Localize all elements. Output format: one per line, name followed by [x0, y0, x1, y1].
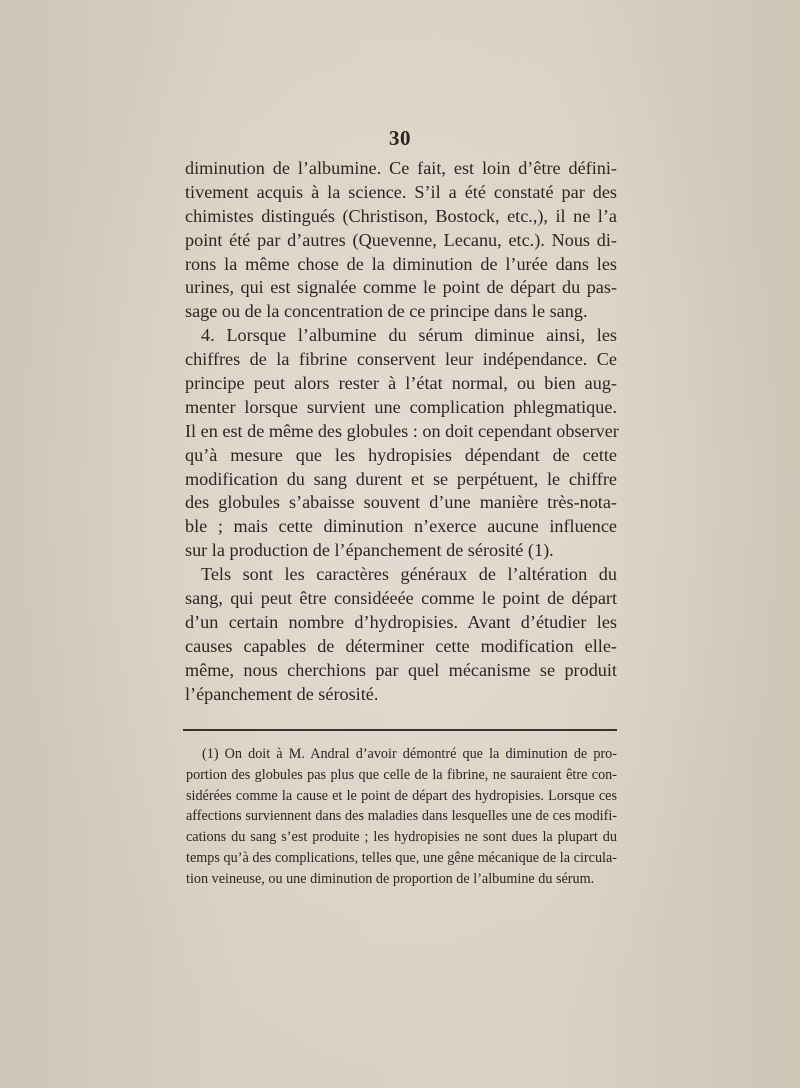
text-line: modification du sang durent et se perpétuent, le chiffre: [185, 468, 617, 489]
text-line: chiffres de la fibrine conservent leur indépendance. Ce: [185, 349, 617, 370]
text-line: rons la même chose de la diminution de l’urée dans les: [185, 253, 617, 274]
text-line: même, nous cherchions par quel mécanisme se produit: [185, 659, 617, 680]
text-line: l’épanchement de sérosité.: [185, 683, 379, 704]
text-line: chimistes distingués (Christison, Bostock, etc.,), il ne l’a: [185, 205, 617, 226]
footnote-line: affections surviennent dans des maladies dans lesquelles une de ces modifi-: [186, 808, 617, 825]
text-line: des globules s’abaisse souvent d’une manière très-nota-: [185, 492, 617, 513]
text-line: qu’à mesure que les hydropisies dépendant de cette: [185, 444, 617, 465]
footnote-line: sidérées comme la cause et le point de départ des hydropisies. Lorsque ces: [186, 787, 617, 804]
text-line: causes capables de déterminer cette modification elle-: [185, 635, 617, 656]
text-line: principe peut alors rester à l’état normal, ou bien aug-: [185, 373, 617, 394]
footnote-separator-rule: [183, 729, 617, 731]
text-line: tivement acquis à la science. S’il a été constaté par des: [185, 181, 617, 202]
text-line: ble ; mais cette diminution n’exerce aucune influence: [185, 516, 617, 537]
text-line: diminution de l’albumine. Ce fait, est loin d’être défini-: [185, 158, 617, 178]
page-number: 30: [389, 126, 411, 150]
text-line: urines, qui est signalée comme le point de départ du pas-: [185, 277, 617, 298]
footnote-line: tion veineuse, ou une diminution de proportion de l’albumine du sérum.: [186, 870, 595, 887]
text-line: d’un certain nombre d’hydropisies. Avant d’étudier les: [185, 611, 617, 632]
text-line: sage ou de la concentration de ce principe dans le sang.: [185, 301, 588, 322]
footnote-line: temps qu’à des complications, telles que, une gêne mécanique de la circula-: [186, 849, 617, 866]
text-line: Il en est de même des globules : on doit cependant observer: [185, 420, 619, 441]
main-text-block: [185, 157, 617, 706]
text-line: sang, qui peut être considéeée comme le point de départ: [185, 588, 617, 609]
text-line: sur la production de l’épanchement de sérosité (1).: [185, 540, 554, 561]
text-line: point été par d’autres (Quevenne, Lecanu, etc.). Nous di-: [185, 229, 617, 250]
text-line: Tels sont les caractères généraux de l’altération du: [201, 564, 617, 585]
text-line: menter lorsque survient une complication phlegmatique.: [185, 396, 617, 417]
footnote-line: (1) On doit à M. Andral d’avoir démontré que la diminution de pro-: [202, 746, 617, 762]
footnote-line: cations du sang s’est produite ; les hydropisies ne sont dues la plupart du: [186, 829, 617, 846]
footnote-block: [186, 744, 617, 890]
footnote-line: portion des globules pas plus que celle de la fibrine, ne sauraient être con-: [186, 766, 617, 783]
text-line: 4. Lorsque l’albumine du sérum diminue ainsi, les: [201, 325, 617, 346]
